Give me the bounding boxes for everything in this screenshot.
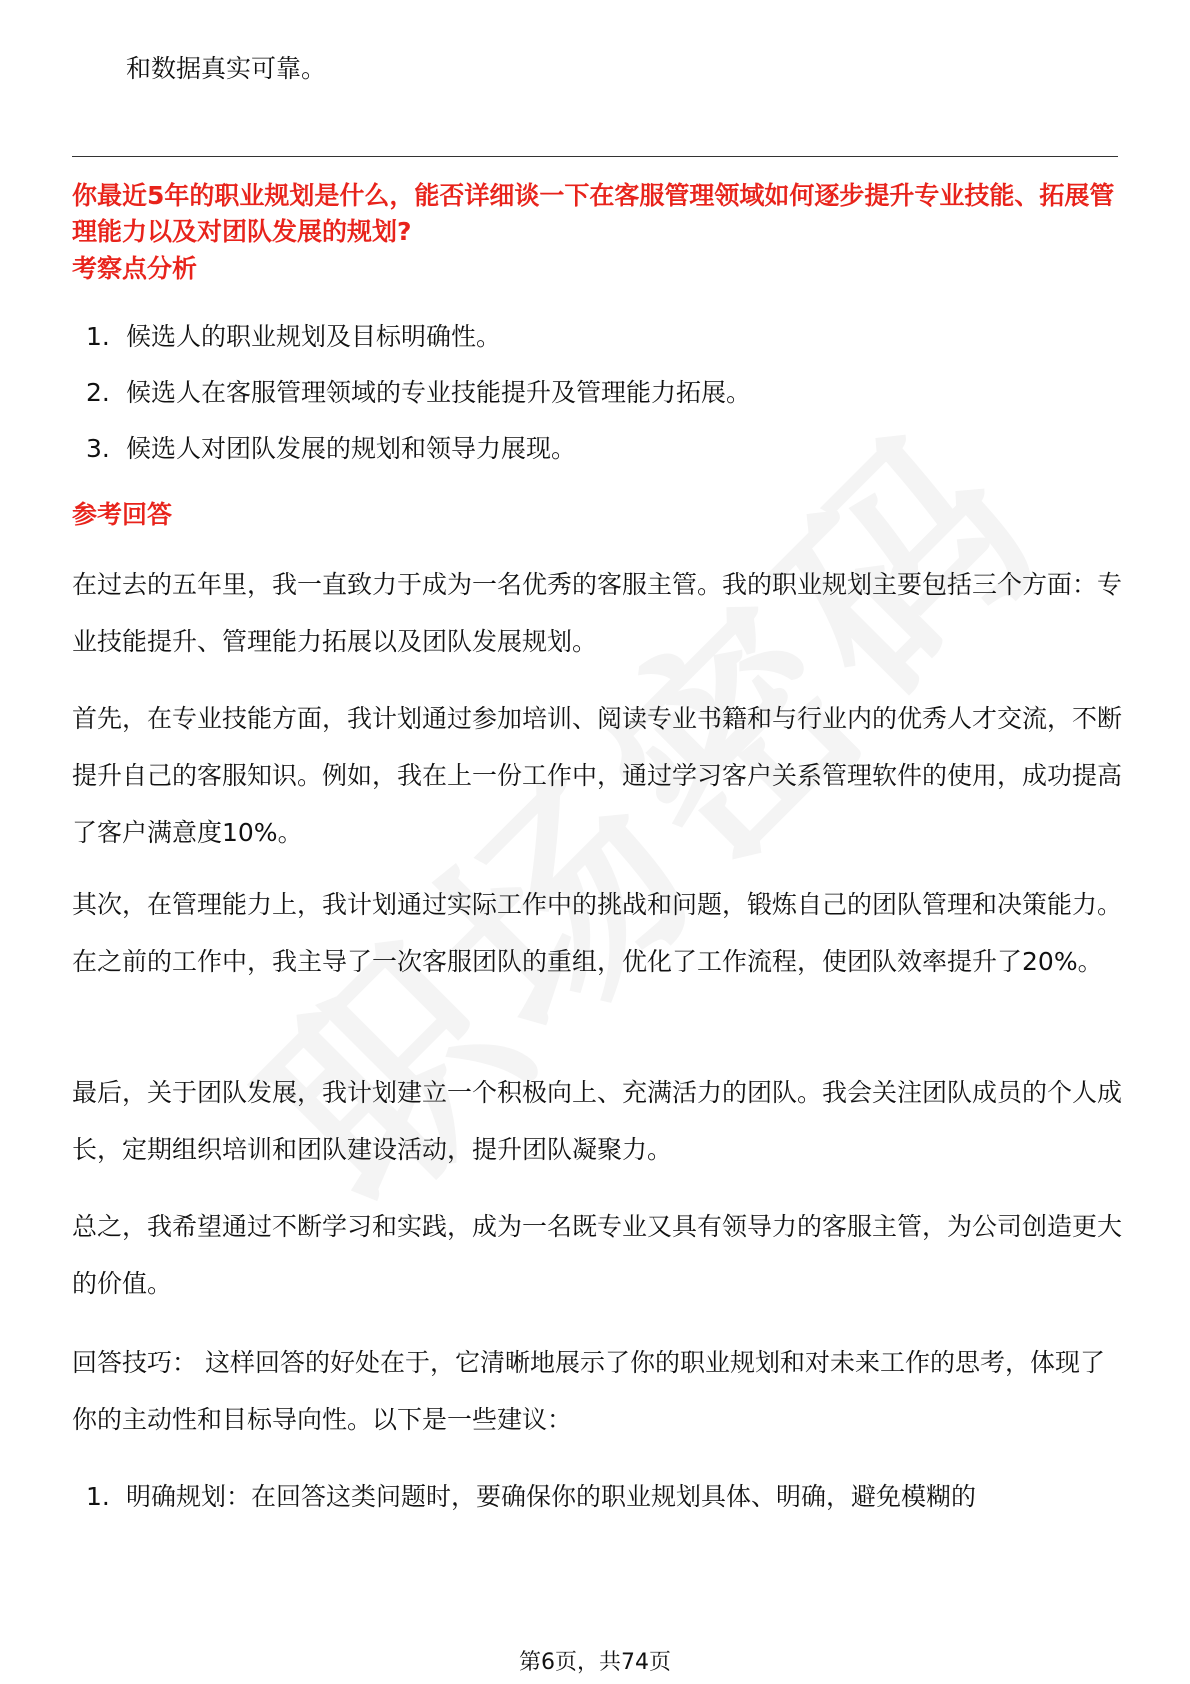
list-number: 1. [86, 1482, 110, 1511]
list-text: 候选人的职业规划及目标明确性。 [126, 322, 502, 351]
answer-paragraph: 在过去的五年里，我一直致力于成为一名优秀的客服主管。我的职业规划主要包括三个方面：专业技能提升、管理能力拓展以及团队发展规划。 [72, 570, 1123, 656]
page-number: 第6页，共74页 [519, 1650, 671, 1675]
answer-paragraph: 总之，我希望通过不断学习和实践，成为一名既专业又具有领导力的客服主管，为公司创造更大的价值。 [72, 1212, 1123, 1298]
list-number: 2. [86, 378, 110, 407]
question-heading: 你最近5年的职业规划是什么，能否详细谈一下在客服管理领域如何逐步提升专业技能、拓展管理能力以及对团队发展的规划? [72, 181, 1115, 246]
list-text: 候选人在客服管理领域的专业技能提升及管理能力拓展。 [126, 378, 752, 407]
answer-paragraph: 首先，在专业技能方面，我计划通过参加培训、阅读专业书籍和与行业内的优秀人才交流，不断提升自己的客服知识。例如，我在上一份工作中，通过学习客户关系管理软件的使用，成功提高了客户满意度10%。 [72, 704, 1123, 847]
answer-paragraph: 最后，关于团队发展，我计划建立一个积极向上、充满活力的团队。我会关注团队成员的个人成长，定期组织培训和团队建设活动，提升团队凝聚力。 [72, 1078, 1123, 1164]
analysis-heading: 考察点分析 [72, 254, 198, 283]
list-text: 明确规划：在回答这类问题时，要确保你的职业规划具体、明确，避免模糊的 [126, 1482, 977, 1511]
answer-paragraph: 其次，在管理能力上，我计划通过实际工作中的挑战和问题，锻炼自己的团队管理和决策能力。在之前的工作中，我主导了一次客服团队的重组，优化了工作流程，使团队效率提升了20%。 [72, 890, 1123, 976]
list-item [86, 432, 751, 488]
answer-heading: 参考回答 [72, 500, 173, 529]
list-item [86, 320, 751, 376]
list-text: 候选人对团队发展的规划和领导力展现。 [126, 434, 577, 463]
continuation-text: 和数据真实可靠。 [126, 54, 327, 83]
analysis-list [86, 320, 751, 488]
divider-line [72, 156, 1118, 157]
answer-tips-paragraph: 回答技巧： 这样回答的好处在于，它清晰地展示了你的职业规划和对未来工作的思考，体现了你的主动性和目标导向性。以下是一些建议： [72, 1348, 1105, 1434]
tips-list [86, 1480, 976, 1536]
list-number: 3. [86, 434, 110, 463]
list-item [86, 376, 751, 432]
list-number: 1. [86, 322, 110, 351]
list-item [86, 1480, 976, 1536]
